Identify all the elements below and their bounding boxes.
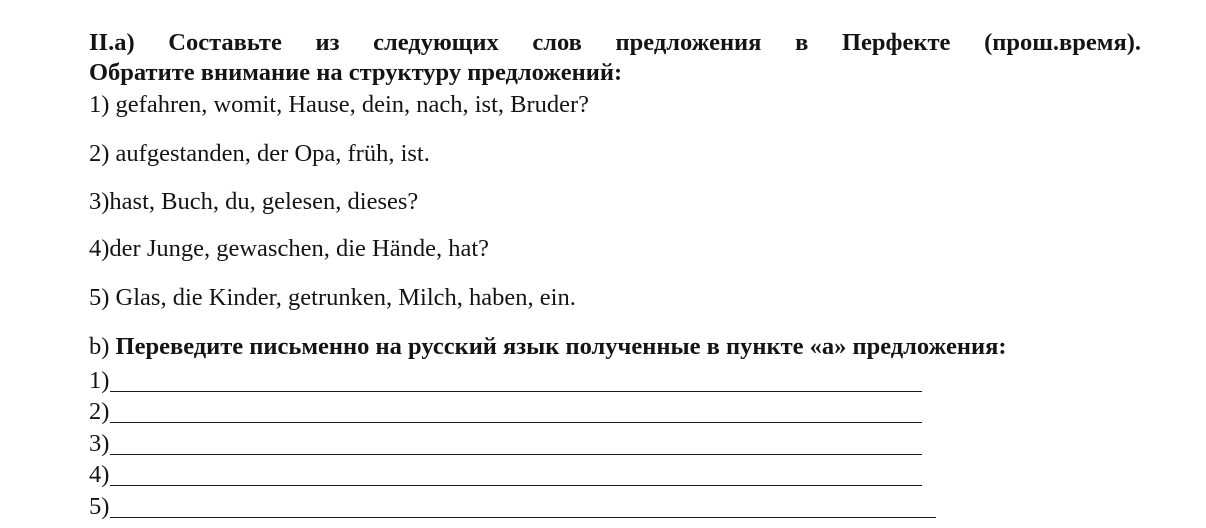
- answer-number: 3): [89, 430, 110, 457]
- exercise-item-5: 5) Glas, die Kinder, getrunken, Milch, haben, ein.: [89, 284, 576, 311]
- task-a-subheading: Обратите внимание на структуру предложений:: [89, 59, 623, 86]
- task-b-label: b): [89, 333, 110, 360]
- answer-blank-line[interactable]: [110, 485, 922, 486]
- exercise-item-2: 2) aufgestanden, der Opa, früh, ist.: [89, 140, 430, 167]
- answer-blank-line[interactable]: [110, 422, 922, 423]
- exercise-item-1: 1) gefahren, womit, Hause, dein, nach, ist, Bruder?: [89, 91, 590, 118]
- task-b-instruction: [89, 332, 1007, 362]
- answer-row-2: [89, 395, 922, 427]
- answer-blank-line[interactable]: [110, 391, 922, 392]
- answer-blank-line[interactable]: [110, 517, 936, 518]
- answer-row-3: [89, 427, 922, 459]
- answer-number: 4): [89, 461, 110, 488]
- answer-number: 5): [89, 493, 110, 520]
- answer-row-4: [89, 458, 922, 490]
- answer-number: 2): [89, 398, 110, 425]
- answer-blank-line[interactable]: [110, 454, 922, 455]
- task-a-heading: II.a) Составьте из следующих слов предложения в Перфекте (прош.время).: [89, 29, 1141, 56]
- exercise-item-3: 3)hast, Buch, du, gelesen, dieses?: [89, 188, 419, 215]
- task-b-text: Переведите письменно на русский язык полученные в пункте «а» предложения:: [115, 333, 1007, 360]
- exercise-item-4: 4)der Junge, gewaschen, die Hände, hat?: [89, 235, 490, 262]
- answer-row-5: [89, 490, 936, 522]
- answer-row-1: [89, 364, 922, 396]
- answer-number: 1): [89, 367, 110, 394]
